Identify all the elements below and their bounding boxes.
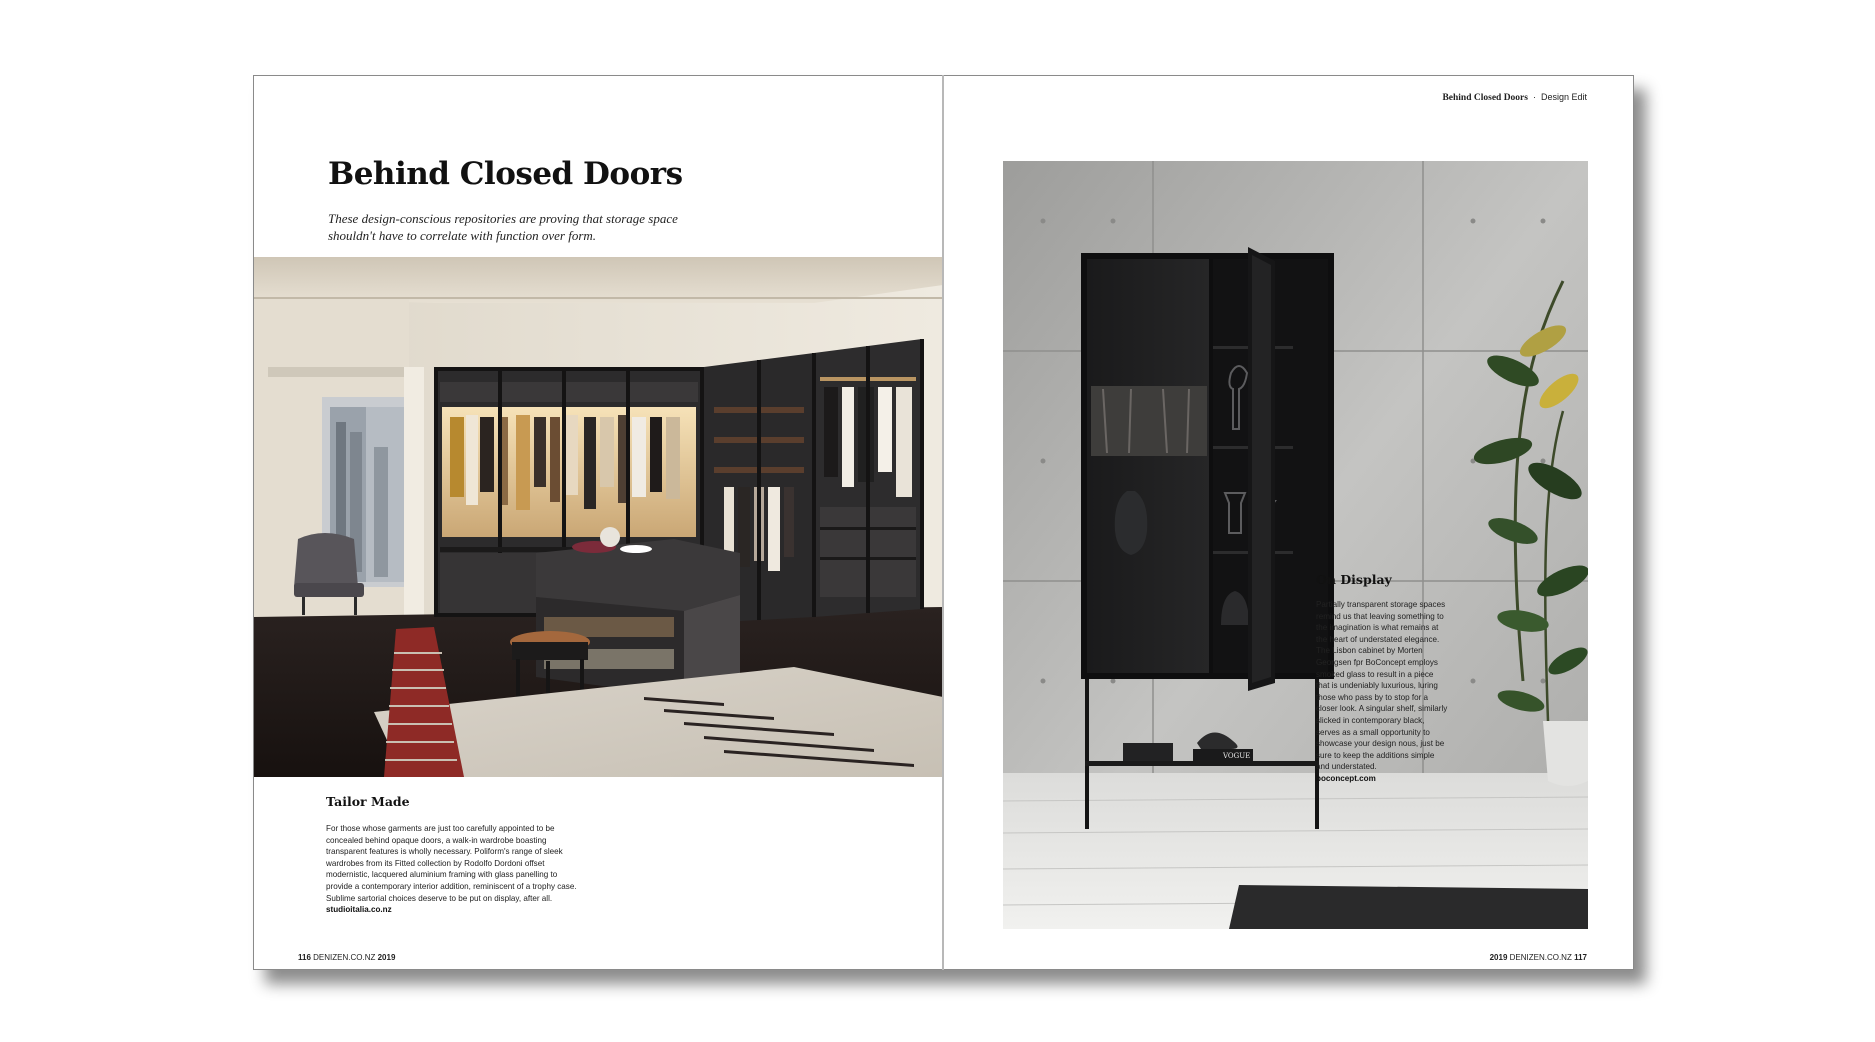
right-page	[943, 75, 1634, 970]
folio-year: 2019	[377, 953, 396, 962]
section-body-text: Partially transparent storage spaces remind us that leaving something to the imagination is what remains at the heart of understated elegance. The Lisbon cabinet by Morten Georgsen fpr BoConcept employs smoked glass to result in a piece that is undeniably luxurious, luring those who pass by to stop for a closer look. A singular shelf, similarly slicked in contemporary black, serves as a small opportunity to showcase your design nous, just be sure to keep the additions simple and understated.	[1316, 600, 1448, 772]
article-standfirst: These design-conscious repositories are proving that storage space shouldn't have to correlate with function over form.	[328, 211, 678, 243]
magazine-spine-text: VOGUE	[1223, 752, 1251, 760]
article-title: Behind Closed Doors	[328, 156, 683, 192]
walk-in-wardrobe-photo	[254, 257, 943, 777]
magazine-spread	[253, 75, 1634, 970]
section-heading-tailor-made: Tailor Made	[326, 794, 410, 809]
right-folio	[1490, 953, 1587, 962]
spread-gutter	[942, 75, 944, 970]
folio-page-number: 116	[298, 953, 311, 962]
left-page	[253, 75, 944, 970]
folio-year: 2019	[1489, 953, 1508, 962]
running-head-section: Design Edit	[1540, 92, 1587, 102]
folio-site: DENIZEN.CO.NZ	[1509, 953, 1572, 962]
section-body-on-display	[1316, 599, 1448, 785]
section-body-tailor-made	[326, 823, 582, 916]
folio-page-number: 117	[1574, 953, 1587, 962]
boconcept-link[interactable]: boconcept.com	[1316, 773, 1376, 783]
section-heading-on-display: On Display	[1316, 572, 1392, 587]
running-head-separator: ·	[1532, 92, 1536, 102]
section-body-text: For those whose garments are just too carefully appointed to be concealed behind opaque doors, a walk-in wardrobe boasting transparent features is wholly necessary. Poliform's range of sleek wardrobes from its Fitted collection by Rodolfo Dordoni offset modernistic, lacquered aluminium framing with glass panelling to provide a contemporary interior addition, reminiscent of a trophy case. Sublime sartorial choices deserve to be put on display, after all.	[326, 824, 577, 903]
left-folio	[298, 953, 395, 962]
running-head	[1442, 92, 1587, 103]
running-head-title: Behind Closed Doors	[1442, 93, 1528, 103]
folio-site: DENIZEN.CO.NZ	[313, 953, 376, 962]
cabinet-photo	[1003, 161, 1588, 929]
studioitalia-link[interactable]: studioitalia.co.nz	[326, 905, 392, 915]
